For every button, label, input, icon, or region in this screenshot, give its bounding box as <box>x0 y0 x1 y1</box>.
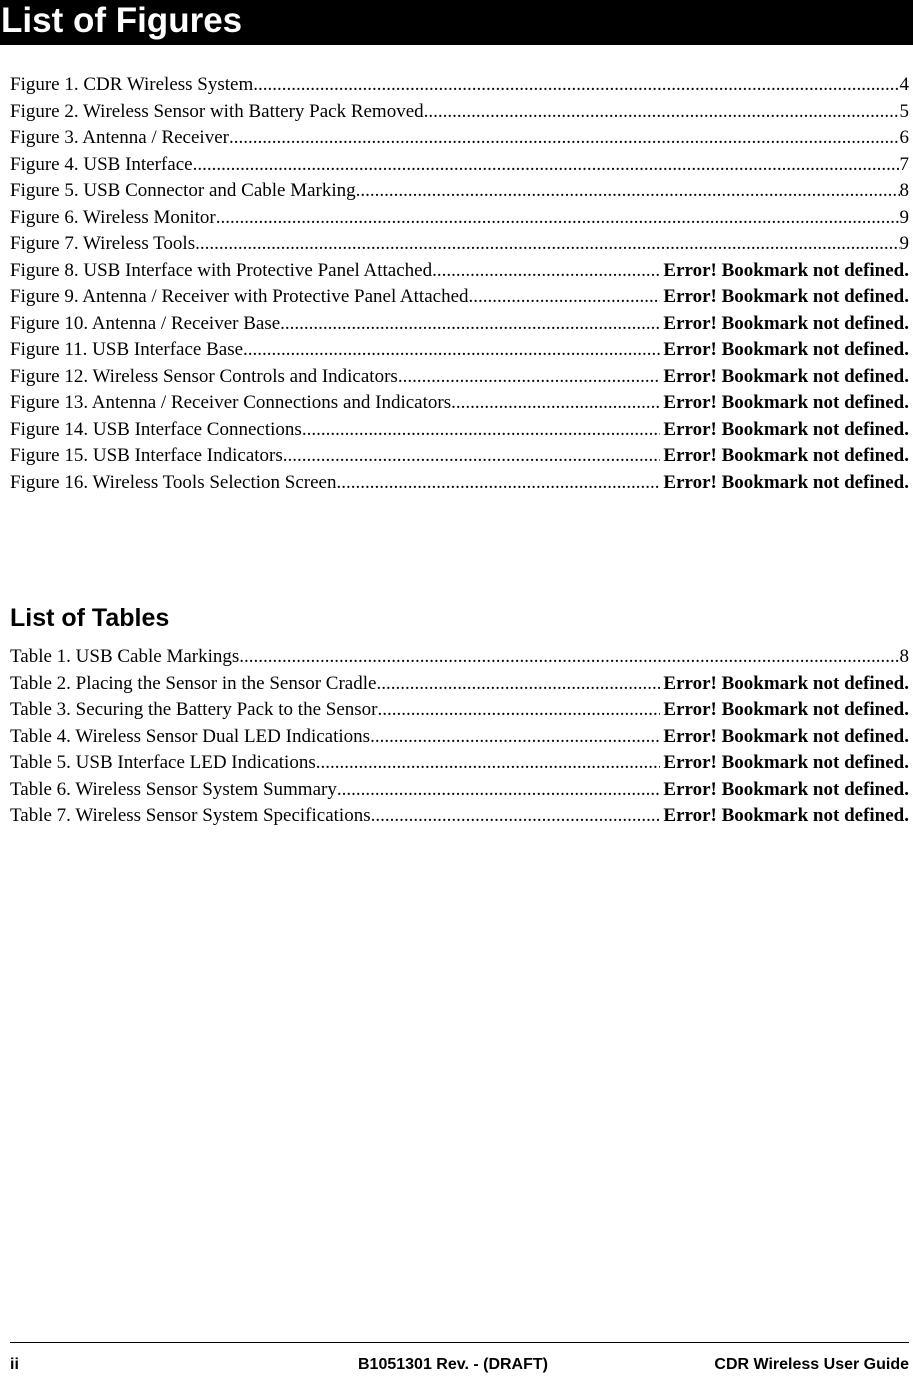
entry-page-number: 6 <box>899 127 909 148</box>
entry-label: Figure 9. Antenna / Receiver with Protective Panel Attached <box>10 286 469 307</box>
figure-entry[interactable] <box>10 258 909 285</box>
table-entry[interactable] <box>10 724 909 751</box>
entry-error-message: Error! Bookmark not defined. <box>663 778 909 800</box>
figure-entry[interactable] <box>10 284 909 311</box>
figures-list <box>10 72 909 496</box>
dot-leader <box>239 644 899 671</box>
table-entry[interactable] <box>10 644 909 671</box>
dot-leader <box>469 284 661 311</box>
entry-page-number: 9 <box>899 233 909 254</box>
dot-leader <box>432 258 660 285</box>
footer <box>10 1354 909 1376</box>
dot-leader <box>193 152 900 179</box>
dot-leader <box>376 671 660 698</box>
entry-error-message: Error! Bookmark not defined. <box>663 471 909 493</box>
dot-leader <box>424 99 900 126</box>
entry-page-number: 8 <box>899 180 909 201</box>
dot-leader <box>302 417 661 444</box>
footer-document-id: B1051301 Rev. - (DRAFT) <box>358 1356 548 1373</box>
dot-leader <box>398 364 661 391</box>
entry-page-number: 5 <box>899 100 909 122</box>
dot-leader <box>253 72 899 99</box>
figure-entry[interactable] <box>10 443 909 470</box>
entry-label: Figure 5. USB Connector and Cable Marking <box>10 180 356 201</box>
entry-error-message: Error! Bookmark not defined. <box>663 286 909 307</box>
entry-label: Table 1. USB Cable Markings <box>10 646 240 667</box>
figure-entry[interactable] <box>10 99 909 126</box>
entry-page-number: 7 <box>899 153 909 175</box>
entry-label: Figure 7. Wireless Tools <box>10 233 196 254</box>
figure-entry[interactable] <box>10 337 909 364</box>
entry-page-number: 4 <box>899 74 909 95</box>
entry-error-message: Error! Bookmark not defined. <box>663 418 909 440</box>
footer-divider <box>10 1342 909 1343</box>
entry-page-number: 9 <box>899 206 909 228</box>
entry-error-message: Error! Bookmark not defined. <box>663 699 909 720</box>
figure-entry[interactable] <box>10 205 909 232</box>
entry-label: Figure 15. USB Interface Indicators <box>10 445 283 466</box>
dot-leader <box>229 125 900 152</box>
entry-label: Figure 4. USB Interface <box>10 153 193 175</box>
figure-entry[interactable] <box>10 390 909 417</box>
figure-entry[interactable] <box>10 231 909 258</box>
dot-leader <box>216 205 900 232</box>
table-entry[interactable] <box>10 803 909 830</box>
figure-entry[interactable] <box>10 152 909 179</box>
entry-error-message: Error! Bookmark not defined. <box>663 445 909 466</box>
figure-entry[interactable] <box>10 311 909 338</box>
entry-label: Figure 2. Wireless Sensor with Battery Pack Removed <box>10 100 424 122</box>
dot-leader <box>451 390 660 417</box>
table-entry[interactable] <box>10 750 909 777</box>
footer-page-number: ii <box>10 1356 19 1373</box>
figure-entry[interactable] <box>10 72 909 99</box>
entry-error-message: Error! Bookmark not defined. <box>663 365 909 387</box>
dot-leader <box>243 337 660 364</box>
page-title: List of Figures <box>1 1 243 40</box>
entry-label: Figure 10. Antenna / Receiver Base <box>10 312 281 334</box>
entry-label: Table 7. Wireless Sensor System Specifications <box>10 805 371 826</box>
dot-leader <box>337 777 661 804</box>
dot-leader <box>280 311 660 338</box>
tables-section-heading: List of Tables <box>10 604 170 632</box>
table-entry[interactable] <box>10 671 909 698</box>
entry-error-message: Error! Bookmark not defined. <box>663 392 909 413</box>
dot-leader <box>370 724 660 751</box>
dot-leader <box>356 178 900 205</box>
entry-error-message: Error! Bookmark not defined. <box>663 339 909 360</box>
figure-entry[interactable] <box>10 364 909 391</box>
figure-entry[interactable] <box>10 178 909 205</box>
entry-error-message: Error! Bookmark not defined. <box>663 312 909 334</box>
entry-label: Table 5. USB Interface LED Indications <box>10 752 316 773</box>
entry-label: Figure 14. USB Interface Connections <box>10 418 302 440</box>
entry-error-message: Error! Bookmark not defined. <box>663 752 909 773</box>
entry-label: Figure 11. USB Interface Base <box>10 339 244 360</box>
entry-label: Figure 12. Wireless Sensor Controls and Indicators <box>10 365 398 387</box>
entry-error-message: Error! Bookmark not defined. <box>663 259 909 281</box>
entry-error-message: Error! Bookmark not defined. <box>663 725 909 747</box>
entry-label: Figure 13. Antenna / Receiver Connections and Indicators <box>10 392 452 413</box>
entry-label: Figure 1. CDR Wireless System <box>10 74 254 95</box>
dot-leader <box>316 750 661 777</box>
dot-leader <box>195 231 899 258</box>
entry-label: Table 2. Placing the Sensor in the Sensor Cradle <box>10 672 377 694</box>
dot-leader <box>283 443 661 470</box>
entry-page-number: 8 <box>899 646 909 667</box>
title-bar <box>0 0 913 45</box>
dot-leader <box>336 470 660 497</box>
figure-entry[interactable] <box>10 417 909 444</box>
tables-list <box>10 644 909 830</box>
entry-label: Figure 3. Antenna / Receiver <box>10 127 229 148</box>
figure-entry[interactable] <box>10 125 909 152</box>
footer-document-title: CDR Wireless User Guide <box>714 1356 909 1373</box>
table-entry[interactable] <box>10 777 909 804</box>
table-entry[interactable] <box>10 697 909 724</box>
entry-label: Figure 8. USB Interface with Protective Panel Attached <box>10 259 433 281</box>
figure-entry[interactable] <box>10 470 909 497</box>
entry-label: Figure 6. Wireless Monitor <box>10 206 216 228</box>
entry-label: Table 3. Securing the Battery Pack to the Sensor <box>10 699 378 720</box>
entry-label: Figure 16. Wireless Tools Selection Screen <box>10 471 337 493</box>
dot-leader <box>371 803 661 830</box>
entry-label: Table 6. Wireless Sensor System Summary <box>10 778 337 800</box>
entry-label: Table 4. Wireless Sensor Dual LED Indications <box>10 725 371 747</box>
entry-error-message: Error! Bookmark not defined. <box>663 672 909 694</box>
dot-leader <box>378 697 661 724</box>
entry-error-message: Error! Bookmark not defined. <box>663 805 909 826</box>
